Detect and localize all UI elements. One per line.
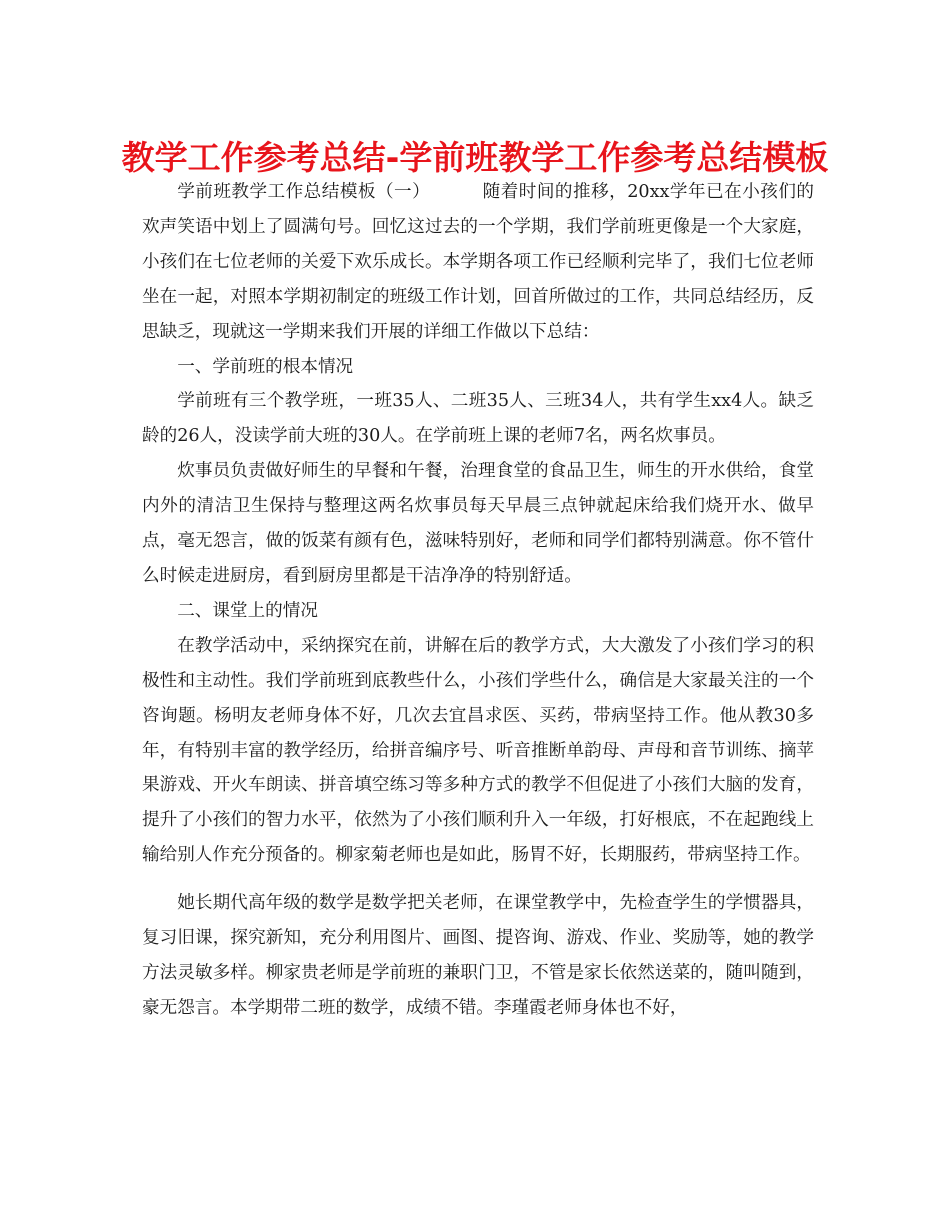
- section-heading-1: 一、学前班的根本情况: [177, 356, 354, 377]
- section-heading-2: 二、课堂上的情况: [177, 600, 318, 621]
- section2-paragraph-1: 在教学活动中，采纳探究在前，讲解在后的教学方式，大大激发了小孩们学习的积极性和主动性。我们学前班到底教些什么，小孩们学些什么，确信是大家最关注的一个咨询题。杨明友老师身体不好，几次去宜昌求医、买药，带病坚持工作。他从教30多年，有特别丰富的教学经历，给拼音编序号、听音推断单韵母、声母和音节训练、摘苹果游戏、开火车朗读、拼音填空练习等多种方式的教学不但促进了小孩们大脑的发育，提升了小孩们的智力水平，依然为了小孩们顺利升入一年级，打好根底，不在起跑线上输给别人作充分预备的。柳家菊老师也是如此，肠胃不好，长期服药，带病坚持工作。: [142, 635, 814, 866]
- document-body: [142, 175, 814, 1026]
- document-title: 教学工作参考总结-学前班教学工作参考总结模板: [121, 138, 829, 177]
- section1-paragraph-1: 学前班有三个教学班，一班35人、二班35人、三班34人，共有学生xx4人。缺乏龄的26人，没读学前大班的30人。在学前班上课的老师7名，两名炊事员。: [142, 391, 814, 447]
- intro-heading: 学前班教学工作总结模板（一）: [177, 182, 431, 202]
- intro-text: 随着时间的推移，20xx学年已在小孩们的欢声笑语中划上了圆满句号。回忆这过去的一个学期，我们学前班更像是一个大家庭，小孩们在七位老师的关爱下欢乐成长。本学期各项工作已经顺利完毕了，我们七位老师坐在一起，对照本学期初制定的班级工作计划，回首所做过的工作，共同总结经历，反思缺乏，现就这一学期来我们开展的详细工作做以下总结：: [142, 182, 814, 342]
- section1-paragraph-2: 炊事员负责做好师生的早餐和午餐，治理食堂的食品卫生，师生的开水供给，食堂内外的清洁卫生保持与整理这两名炊事员每天早晨三点钟就起床给我们烧开水、做早点，毫无怨言，做的饭菜有颜有色，滋味特别好，老师和同学们都特别满意。你不管什么时候走进厨房，看到厨房里都是干洁净净的特别舒适。: [142, 461, 814, 586]
- section2-paragraph-2: 她长期代高年级的数学是数学把关老师，在课堂教学中，先检查学生的学惯器具，复习旧课，探究新知，充分利用图片、画图、提咨询、游戏、作业、奖励等，她的教学方法灵敏多样。柳家贵老师是学前班的兼职门卫，不管是家长依然送菜的，随叫随到，豪无怨言。本学期带二班的数学，成绩不错。李瑾霞老师身体也不好，: [142, 893, 814, 1018]
- intro-paragraph: [142, 175, 814, 350]
